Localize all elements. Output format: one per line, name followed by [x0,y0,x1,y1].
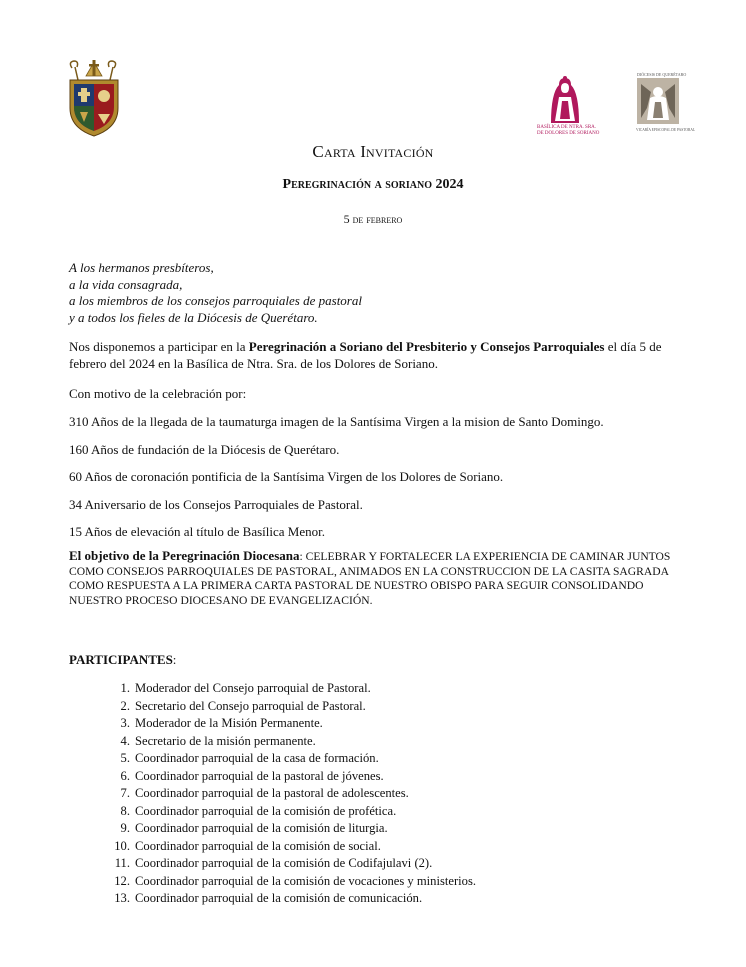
basilica-caption-line1: BASÍLICA DE NTRA. SRA. [537,125,597,130]
participants-heading-text: PARTICIPANTES [69,652,173,667]
list-item-text: Coordinador parroquial de la comisión de social. [135,838,381,853]
intro-text-after: el día 5 de febrero del 2024 en la Basílica de Ntra. Sra. de los Dolores de Soriano. [69,339,662,371]
list-item-number: 12. [114,873,130,888]
list-item-number: 11. [114,856,130,870]
vicaria-logo-icon [635,72,696,132]
list-item [112,873,476,891]
motive-intro: Con motivo de la celebración por: [69,386,247,401]
motive-item: 15 Años de elevación al título de Basílica Menor. [69,524,325,539]
list-item [112,820,476,838]
basilica-caption-line2: DE DOLORES DE SORIANO [537,131,600,136]
greeting-line: y a todos los fieles de la Diócesis de Querétaro. [69,309,318,325]
list-item-number: 8. [120,803,130,818]
greeting [69,260,679,326]
list-item-number: 5. [120,751,130,765]
list-item-text: Coordinador parroquial de la pastoral de jóvenes. [135,768,384,783]
list-item [112,838,476,856]
intro-text-before: Nos disponemos a participar en la [69,339,249,354]
letter-date: 5 de febrero [343,212,403,226]
list-item [112,698,476,716]
list-item-text: Coordinador parroquial de la comisión de liturgia. [135,821,388,835]
motive-item: 60 Años de coronación pontificia de la Santísima Virgen de los Dolores de Soriano. [69,469,504,484]
basilica-logo-icon [535,75,600,140]
list-item-text: Coordinador parroquial de la casa de formación. [135,751,379,765]
list-item-text: Coordinador parroquial de la comisión de Codifajulavi (2). [135,856,433,870]
letter-title: Carta Invitación [312,142,434,161]
intro-paragraph [69,339,679,372]
list-item [112,733,476,751]
queretaro-caption-top: DIÓCESIS DE QUERÉTARO [637,72,687,77]
list-item-text: Coordinador parroquial de la comisión de profética. [135,803,397,818]
objective-paragraph [69,549,679,608]
greeting-line: a los miembros de los consejos parroquiales de pastoral [69,293,362,308]
list-item-text: Coordinador parroquial de la comisión de vocaciones y ministerios. [135,873,476,888]
list-item [112,785,476,803]
motive-item: 34 Aniversario de los Consejos Parroquiales de Pastoral. [69,497,363,512]
list-item [112,680,476,698]
objective-text: : CELEBRAR Y FORTALECER LA EXPERIENCIA DE CAMINAR JUNTOS COMO CONSEJOS PARROQUIALES DE PASTORAL, ANIMADOS EN LA CONSTRUCCION DE LA CASITA SAGRADA COMO RESPUESTA A LA PRIMERA CARTA PASTORAL DE NUESTRO OBISPO PARA SEGUIR CONSOLIDANDO NUESTRO PROCESO DIOCESANO DE EVANGELIZACIÓN. [69,550,671,607]
greeting-line: a la vida consagrada, [69,276,183,292]
list-item-text: Moderador del Consejo parroquial de Pastoral. [135,681,371,695]
list-item-number: 10. [114,838,130,853]
list-item-number: 3. [120,716,130,730]
objective-label: El objetivo de la Peregrinación Diocesana [69,548,300,563]
list-item-number: 9. [120,821,130,835]
queretaro-caption-bottom: VICARÍA EPISCOPAL DE PASTORAL [636,128,696,132]
participants-heading [69,652,176,668]
list-item-text: Coordinador parroquial de la pastoral de adolescentes. [135,786,409,800]
participants-heading-colon: : [172,652,177,667]
letter-subtitle: Peregrinación a soriano 2024 [282,177,464,192]
list-item-number: 7. [120,786,130,800]
list-item-number: 1. [120,681,130,695]
list-item-number: 13. [114,891,130,905]
list-item-text: Secretario del Consejo parroquial de Pastoral. [135,698,366,713]
participants-list [112,680,476,908]
list-item [112,715,476,733]
list-item [112,803,476,821]
list-item-text: Secretario de la misión permanente. [135,733,316,748]
list-item-text: Moderador de la Misión Permanente. [135,716,323,730]
greeting-line: A los hermanos presbíteros, [69,260,214,275]
motive-item: 160 Años de fundación de la Diócesis de Querétaro. [69,442,340,457]
intro-text-bold: Peregrinación a Soriano del Presbiterio y Consejos Parroquiales [248,339,605,354]
list-item-number: 2. [120,698,130,713]
list-item [112,768,476,786]
list-item [112,855,476,873]
list-item [112,750,476,768]
diocese-coat-of-arms-icon [64,58,124,138]
motive-item: 310 Años de la llegada de la taumaturga imagen de la Santísima Virgen a la mision de Santo Domingo. [69,414,604,429]
list-item-number: 4. [120,733,130,748]
list-item [112,890,476,908]
list-item-number: 6. [120,768,130,783]
list-item-text: Coordinador parroquial de la comisión de comunicación. [135,891,423,905]
